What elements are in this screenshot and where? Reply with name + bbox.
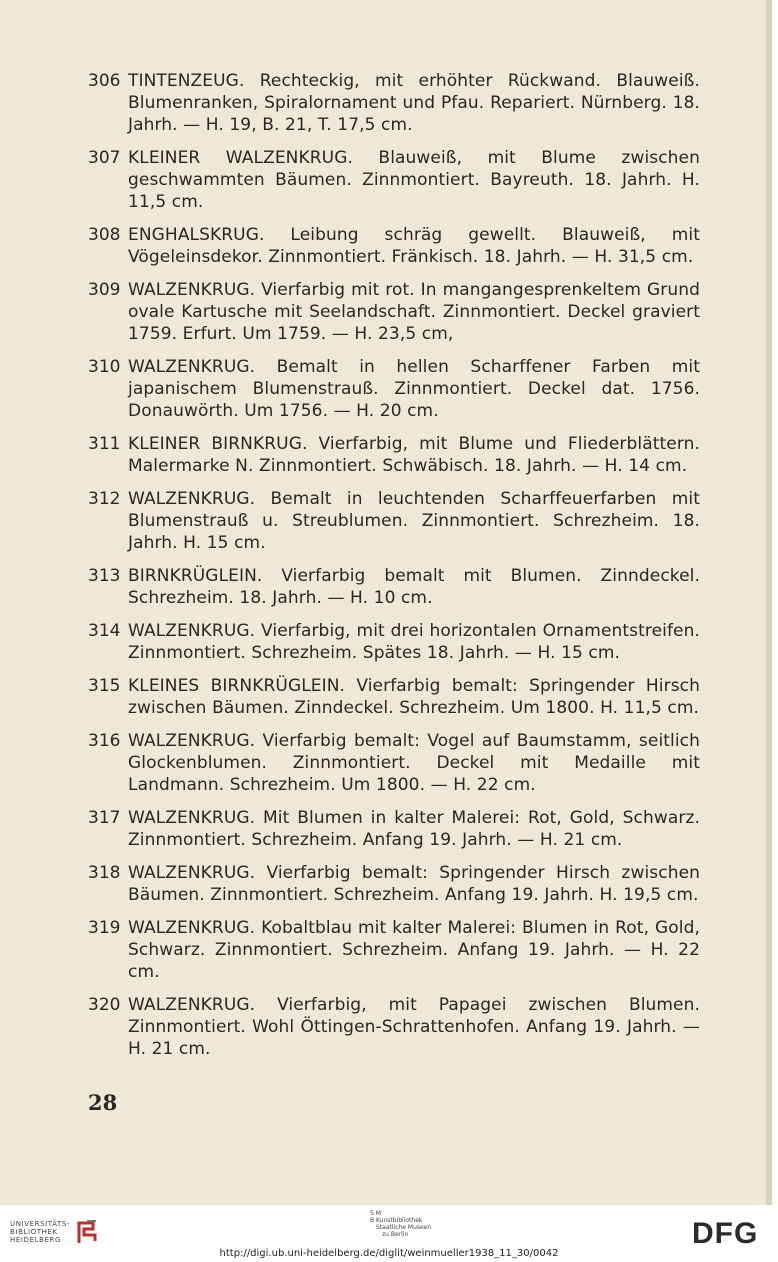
catalog-entry xyxy=(88,675,700,719)
entry-description: ENGHALSKRUG. Leibung schräg gewellt. Blauweiß, mit Vögeleinsdekor. Zinnmontiert. Fränkisch. 18. Jahrh. — H. 31,5 cm. xyxy=(128,225,700,267)
catalog-entry xyxy=(88,862,700,906)
entry-number: 311 xyxy=(88,434,121,454)
library-name xyxy=(10,1220,70,1244)
entry-number: 310 xyxy=(88,357,121,377)
catalog-entry xyxy=(88,147,700,213)
catalog-entry xyxy=(88,730,700,796)
entry-number: 306 xyxy=(88,71,121,91)
entry-description: WALZENKRUG. Vierfarbig bemalt: Springender Hirsch zwischen Bäumen. Zinnmontiert. Schrezheim. Anfang 19. Jahrh. H. 19,5 cm. xyxy=(128,863,700,905)
entry-number: 317 xyxy=(88,808,121,828)
entry-description: KLEINES BIRNKRÜGLEIN. Vierfarbig bemalt: Springender Hirsch zwischen Bäumen. Zinndeckel. Schrezheim. Um 1800. H. 11,5 cm. xyxy=(128,676,700,718)
entry-description: WALZENKRUG. Bemalt in hellen Scharffener Farben mit japanischem Blumenstrauß. Zinnmontiert. Deckel dat. 1756. Donauwörth. Um 1756. — H. 20 cm. xyxy=(128,357,700,421)
catalog-entry xyxy=(88,565,700,609)
entry-number: 308 xyxy=(88,225,121,245)
library-name-line: BIBLIOTHEK xyxy=(10,1228,58,1236)
entry-description: WALZENKRUG. Kobaltblau mit kalter Malerei: Blumen in Rot, Gold, Schwarz. Zinnmontiert. Schrezheim. Anfang 19. Jahrh. — H. 22 cm. xyxy=(128,918,700,982)
page-number: 28 xyxy=(88,1090,118,1115)
entry-description: WALZENKRUG. Vierfarbig, mit Papagei zwischen Blumen. Zinnmontiert. Wohl Öttingen-Schrattenhofen. Anfang 19. Jahrh. — H. 21 cm. xyxy=(128,995,700,1059)
catalog-entry xyxy=(88,488,700,554)
catalog-entry xyxy=(88,620,700,664)
stamp-line: S M xyxy=(370,1210,381,1217)
library-mark-icon xyxy=(76,1219,98,1245)
dfg-logo-text: DFG xyxy=(692,1217,759,1247)
entry-description: WALZENKRUG. Vierfarbig, mit drei horizontalen Ornamentstreifen. Zinnmontiert. Schrezheim. Spätes 18. Jahrh. — H. 15 cm. xyxy=(128,621,700,663)
entry-number: 319 xyxy=(88,918,121,938)
entry-description: TINTENZEUG. Rechteckig, mit erhöhter Rückwand. Blauweiß. Blumenranken, Spiralornament und Pfau. Repariert. Nürnberg. 18. Jahrh. — H. 19, B. 21, T. 17,5 cm. xyxy=(128,71,700,135)
entry-description: WALZENKRUG. Bemalt in leuchtenden Scharffeuerfarben mit Blumenstrauß u. Streublumen. Zinnmontiert. Schrezheim. 18. Jahrh. H. 15 cm. xyxy=(128,489,700,553)
entry-number: 314 xyxy=(88,621,121,641)
stamp-line: B Kunstbibliothek xyxy=(370,1217,423,1224)
entry-description: WALZENKRUG. Mit Blumen in kalter Malerei: Rot, Gold, Schwarz. Zinnmontiert. Schrezheim. Anfang 19. Jahrh. — H. 21 cm. xyxy=(128,808,700,850)
catalog-entry xyxy=(88,224,700,268)
entry-number: 318 xyxy=(88,863,121,883)
entry-number: 313 xyxy=(88,566,121,586)
catalog-entry xyxy=(88,70,700,136)
catalog-entry xyxy=(88,807,700,851)
entry-number: 316 xyxy=(88,731,121,751)
catalog-entry xyxy=(88,917,700,983)
catalog-entries xyxy=(88,70,700,1071)
library-name-line: UNIVERSITÄTS- xyxy=(10,1220,71,1228)
heidelberg-library-logo[interactable] xyxy=(10,1219,98,1245)
entry-description: BIRNKRÜGLEIN. Vierfarbig bemalt mit Blumen. Zinndeckel. Schrezheim. 18. Jahrh. — H. 10 cm. xyxy=(128,566,700,608)
museum-stamp xyxy=(370,1210,431,1238)
footer-bar xyxy=(0,1205,778,1262)
catalog-entry xyxy=(88,279,700,345)
stamp-line: zu Berlin xyxy=(382,1231,409,1238)
catalog-entry xyxy=(88,356,700,422)
entry-description: KLEINER WALZENKRUG. Blauweiß, mit Blume zwischen geschwammten Bäumen. Zinnmontiert. Bayreuth. 18. Jahrh. H. 11,5 cm. xyxy=(128,148,700,212)
entry-description: WALZENKRUG. Vierfarbig mit rot. In mangangesprenkeltem Grund ovale Kartusche mit Seelandschaft. Zinnmontiert. Deckel graviert 1759. Erfurt. Um 1759. — H. 23,5 cm, xyxy=(128,280,700,344)
stamp-line: Staatliche Museen xyxy=(376,1224,432,1231)
entry-number: 309 xyxy=(88,280,121,300)
entry-description: WALZENKRUG. Vierfarbig bemalt: Vogel auf Baumstamm, seitlich Glockenblumen. Zinnmontiert. Deckel mit Medaille mit Landmann. Schrezheim. Um 1800. — H. 22 cm. xyxy=(128,731,700,795)
entry-number: 307 xyxy=(88,148,121,168)
library-name-line: HEIDELBERG xyxy=(10,1236,61,1244)
document-url[interactable]: http://digi.ub.uni-heidelberg.de/diglit/weinmueller1938_11_30/0042 xyxy=(219,1248,559,1259)
dfg-logo-icon[interactable] xyxy=(692,1217,768,1247)
entry-description: KLEINER BIRNKRUG. Vierfarbig, mit Blume und Fliederblättern. Malermarke N. Zinnmontiert. Schwäbisch. 18. Jahrh. — H. 14 cm. xyxy=(128,434,700,476)
entry-number: 320 xyxy=(88,995,121,1015)
entry-number: 315 xyxy=(88,676,121,696)
entry-number: 312 xyxy=(88,489,121,509)
catalog-entry xyxy=(88,433,700,477)
catalog-entry xyxy=(88,994,700,1060)
